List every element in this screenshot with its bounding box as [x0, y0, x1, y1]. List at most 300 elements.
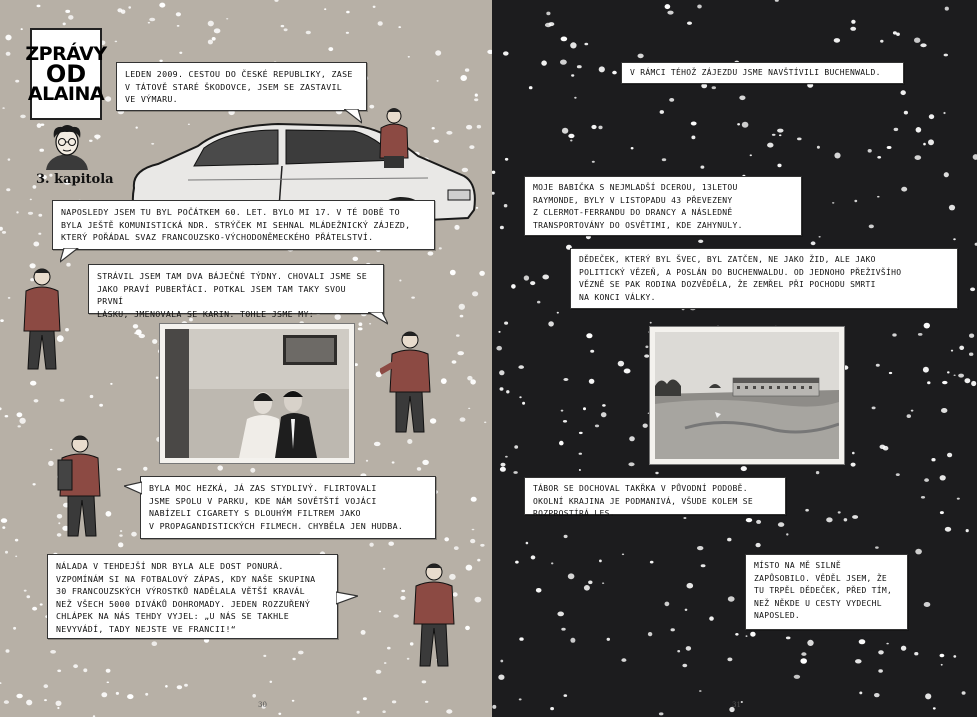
snowflake [134, 332, 136, 334]
snowflake [850, 27, 856, 31]
snowflake [56, 701, 62, 706]
snowflake [786, 637, 791, 640]
snowflake [460, 75, 467, 81]
snowflake [907, 414, 911, 418]
snowflake [579, 453, 582, 455]
snowflake [659, 712, 664, 715]
snowflake [942, 381, 947, 384]
snowflake [470, 539, 475, 543]
snowflake [904, 111, 908, 115]
snowflake [545, 23, 552, 27]
snowflake [925, 693, 931, 699]
snowflake [357, 711, 360, 714]
snowflake [727, 538, 731, 542]
snowflake [563, 378, 568, 381]
snowflake [435, 50, 441, 55]
snowflake [217, 465, 223, 470]
snowflake [145, 693, 148, 696]
snowflake [446, 709, 452, 713]
snowflake [969, 334, 974, 338]
snowflake [400, 596, 405, 600]
snowflake [914, 652, 918, 655]
snowflake [929, 114, 934, 119]
snowflake [519, 637, 523, 640]
snowflake [437, 80, 439, 81]
snowflake [393, 614, 398, 617]
snowflake [894, 128, 899, 131]
snowflake [127, 694, 133, 699]
snowflake [177, 25, 180, 27]
snowflake [883, 446, 889, 451]
snowflake [369, 543, 373, 547]
snowflake [422, 460, 429, 465]
snowflake [106, 669, 111, 673]
snowflake [44, 699, 47, 701]
snowflake [877, 156, 881, 159]
snowflake [742, 122, 749, 128]
snowflake [526, 542, 529, 545]
snowflake [379, 611, 381, 613]
snowflake [73, 664, 78, 668]
caption-box-8: DĚDEČEK, KTERÝ BYL ŠVEC, BYL ZATČEN, NE JAKO ŽID, ALE JAKO POLITICKÝ VĚZEŇ, A POSLÁN DO BUCHENWALDU. OD JEDNOHO PŘEŽIVŠÍHO VĚZNĚ SE PAK RODINA DOZVĚDĚLA, ŽE ZEMŘEL PŘI POCHODU SMRTI NA KONCI VÁLKY. [570, 248, 958, 309]
snowflake [479, 271, 485, 276]
snowflake [941, 408, 947, 413]
snowflake [477, 559, 480, 562]
snowflake [83, 668, 87, 672]
snowflake [355, 363, 358, 366]
snowflake [878, 669, 883, 672]
snowflake [750, 632, 755, 637]
snowflake [306, 31, 311, 34]
snowflake [398, 26, 401, 28]
snowflake [859, 639, 866, 644]
snowflake [505, 158, 508, 161]
snowflake [778, 522, 784, 527]
snowflake [536, 588, 542, 593]
snowflake [2, 526, 5, 529]
snowflake [115, 41, 118, 43]
caption-box-2: NAPOSLEDY JSEM TU BYL POČÁTKEM 60. LET. BYLO MI 17. V TÉ DOBĚ TO BYLA JEŠTĚ KOMUNISTICKÁ NDR. STRÝČEK MI SEHNAL MLÁDEŽNICKÝ ZÁJEZD, KTERÝ POŘÁDAL SVAZ FRANCOUZSKO-VÝCHODONĚMECKÉHO PŘÁTELSTVÍ. [52, 200, 435, 250]
snowflake [471, 497, 477, 502]
snowflake [143, 467, 147, 471]
snowflake [599, 560, 602, 563]
title-line-2: OD [45, 59, 87, 88]
snowflake [958, 374, 964, 378]
snowflake [602, 583, 604, 584]
snowflake [250, 468, 255, 473]
snowflake [886, 643, 888, 645]
snowflake [940, 654, 945, 658]
snowflake [0, 227, 3, 231]
snowflake [550, 707, 554, 710]
title-line-1: ZPRÁVY [25, 42, 107, 65]
caption-tail [344, 109, 362, 125]
comic-title-logo [25, 28, 107, 120]
snowflake [500, 660, 503, 663]
snowflake [561, 628, 565, 631]
snowflake [662, 158, 666, 161]
caption-box-6: V RÁMCI TÉHOŽ ZÁJEZDU JSME NAVŠTÍVILI BUCHENWALD. [621, 62, 904, 84]
snowflake [683, 517, 686, 519]
snowflake [591, 125, 596, 129]
snowflake [518, 365, 524, 369]
snowflake [0, 407, 2, 410]
snowflake [226, 18, 228, 19]
snowflake [444, 537, 449, 541]
snowflake [851, 20, 855, 24]
caption-tail [336, 590, 358, 606]
snowflake [947, 453, 952, 458]
snowflake [650, 561, 654, 564]
snowflake [901, 90, 906, 95]
snowflake [669, 98, 674, 102]
snowflake [607, 638, 610, 641]
snowflake [27, 595, 31, 598]
buchenwald-photo [649, 326, 845, 465]
snowflake [19, 418, 25, 424]
snowflake [887, 146, 892, 149]
snowflake [579, 432, 583, 434]
snowflake [923, 143, 926, 146]
snowflake [559, 441, 564, 446]
snowflake [452, 360, 457, 364]
snowflake [645, 346, 648, 349]
snowflake [826, 517, 832, 522]
snowflake [176, 12, 181, 16]
snowflake [101, 692, 107, 697]
snowflake [779, 134, 782, 136]
snowflake [411, 297, 415, 299]
snowflake [407, 439, 412, 444]
snowflake [739, 96, 745, 101]
snowflake [90, 395, 94, 398]
snowflake [709, 616, 714, 620]
snowflake [918, 333, 923, 336]
snowflake [159, 3, 165, 8]
snowflake [568, 573, 575, 579]
snowflake [571, 74, 574, 76]
snowflake [468, 408, 470, 409]
snowflake [965, 378, 971, 383]
snowflake [548, 321, 554, 326]
snowflake [685, 609, 688, 611]
caption-box-7: MOJE BABIČKA S NEJMLADŠÍ DCEROU, 13LETOU RAYMONDE, BYLY V LISTOPADU 43 PŘEVEZENY Z CLERMOT-FERRANDU DO DRANCY A NÁSLEDNĚ TRANSPORTOVÁNY DO OSVĚTIMI, KDE ZAHYNULY. [524, 176, 802, 236]
snowflake [358, 327, 363, 330]
snowflake [484, 422, 486, 424]
snowflake [817, 146, 820, 149]
snowflake [638, 54, 644, 59]
snowflake [687, 22, 692, 25]
snowflake [878, 650, 884, 654]
right-page [492, 0, 977, 717]
snowflake [602, 404, 606, 407]
snowflake [498, 675, 504, 680]
snowflake [924, 478, 929, 482]
snowflake [655, 472, 658, 474]
snowflake [737, 123, 740, 125]
snowflake [893, 31, 897, 34]
snowflake [592, 161, 595, 163]
snowflake [624, 369, 631, 374]
snowflake [504, 322, 508, 325]
snowflake [874, 693, 880, 697]
snowflake [353, 257, 359, 261]
walking-man-figure-1 [20, 265, 70, 375]
snowflake [756, 543, 761, 547]
snowflake [546, 12, 550, 16]
snowflake [686, 646, 691, 651]
snowflake [149, 18, 155, 22]
snowflake [561, 37, 568, 42]
snowflake [20, 115, 26, 119]
snowflake [499, 370, 504, 375]
snowflake [875, 546, 879, 548]
snowflake [712, 86, 716, 89]
snowflake [0, 319, 4, 322]
snowflake [2, 231, 6, 234]
snowflake [954, 375, 956, 376]
snowflake [962, 691, 966, 695]
snowflake [701, 166, 705, 169]
snowflake [805, 509, 809, 512]
snowflake [728, 596, 735, 601]
title-line-3: ALAINA [27, 83, 105, 106]
caption-tail [368, 312, 388, 326]
snowflake [44, 684, 49, 688]
snowflake [892, 333, 896, 336]
snowflake [401, 590, 405, 592]
snowflake [816, 471, 819, 474]
snowflake [392, 461, 395, 463]
caption-tail [60, 248, 80, 264]
snowflake [366, 460, 368, 462]
snowflake [775, 0, 779, 2]
snowflake [6, 52, 11, 56]
snowflake [915, 155, 922, 160]
walking-man-figure-4 [408, 560, 460, 670]
snowflake [699, 690, 702, 692]
snowflake [4, 700, 9, 704]
snowflake [671, 628, 675, 631]
snowflake [920, 43, 926, 47]
snowflake [590, 350, 594, 353]
snowflake [369, 105, 374, 109]
snowflake [584, 43, 588, 46]
snowflake [746, 635, 748, 637]
snowflake [65, 10, 70, 13]
snowflake [492, 192, 495, 195]
snowflake [214, 28, 221, 33]
snowflake [152, 339, 157, 344]
snowflake [117, 468, 121, 471]
snowflake [618, 361, 624, 367]
snowflake [472, 291, 478, 296]
snowflake [148, 22, 150, 24]
snowflake [6, 188, 10, 191]
snowflake [667, 11, 673, 15]
snowflake [513, 471, 517, 474]
snowflake [5, 35, 11, 41]
snowflake [57, 670, 61, 673]
caption-box-3: STRÁVIL JSEM TAM DVA BÁJEČNÉ TÝDNY. CHOVALI JSME SE JAKO PRAVÍ PUBERŤÁCI. POTKAL JSEM TAM TAKY SVOU PRVNÍ LÁSKU, JMENOVALA SE KARIN. TOHLE JSME MY: [88, 264, 384, 314]
snowflake [583, 407, 586, 410]
snowflake [292, 658, 295, 660]
snowflake [57, 707, 59, 709]
snowflake [772, 134, 776, 136]
snowflake [15, 539, 18, 542]
snowflake [498, 331, 500, 333]
snowflake [33, 242, 39, 247]
snowflake [933, 707, 936, 709]
snowflake [208, 40, 213, 45]
snowflake [777, 164, 781, 168]
snowflake [677, 650, 680, 652]
snowflake [947, 371, 950, 373]
snowflake [915, 549, 922, 555]
snowflake [110, 383, 112, 385]
snowflake [953, 655, 956, 658]
snowflake [50, 650, 56, 654]
snowflake [563, 420, 567, 423]
snowflake [63, 23, 66, 26]
snowflake [34, 399, 39, 402]
snowflake [643, 424, 648, 428]
snowflake [530, 281, 535, 285]
snowflake [425, 701, 428, 703]
snowflake [698, 240, 703, 243]
snowflake [506, 390, 509, 393]
snowflake [8, 158, 11, 160]
snowflake [346, 32, 349, 34]
snowflake [851, 463, 856, 467]
snowflake [13, 627, 16, 630]
snowflake [24, 590, 27, 592]
snowflake [32, 607, 37, 611]
snowflake [564, 535, 568, 538]
snowflake [522, 402, 525, 405]
snowflake [931, 458, 935, 461]
snowflake [786, 533, 788, 535]
snowflake [8, 297, 11, 299]
snowflake [868, 149, 872, 153]
snowflake [292, 700, 295, 702]
snowflake [577, 65, 582, 68]
snowflake [542, 275, 549, 280]
caption-box-4: BYLA MOC HEZKÁ, JÁ ZAS STYDLIVÝ. FLIRTOVALI JSME SPOLU V PARKU, KDE NÁM SOVĚTŠTÍ VOJÁCI NABÍZELI CIGARETY S DLOUHÝM FILTREM JAKO V PROPAGANDISTICKÝCH FILMECH. CHYBĚLA JEN HUDBA. [140, 476, 436, 539]
snowflake [459, 304, 465, 310]
snowflake [570, 638, 575, 643]
snowflake [924, 323, 930, 329]
snowflake [465, 68, 469, 71]
snowflake [564, 694, 568, 697]
snowflake [631, 147, 634, 149]
snowflake [441, 378, 447, 384]
snowflake [682, 664, 687, 668]
snowflake [584, 585, 590, 591]
snowflake [579, 469, 581, 471]
snowflake [28, 212, 33, 215]
snowflake [557, 612, 564, 617]
snowflake [800, 658, 807, 664]
snowflake [746, 518, 752, 522]
snowflake [120, 530, 122, 532]
snowflake [16, 694, 22, 699]
snowflake [901, 187, 907, 192]
snowflake [38, 214, 42, 217]
snowflake [60, 399, 65, 402]
snowflake [40, 603, 43, 605]
snowflake [832, 202, 834, 203]
snowflake [767, 143, 773, 148]
snowflake [599, 66, 605, 72]
snowflake [177, 685, 182, 689]
snowflake [475, 94, 478, 97]
snowflake [687, 583, 694, 589]
snowflake [570, 140, 572, 142]
walking-man-figure-2 [380, 328, 438, 438]
snowflake [741, 466, 747, 471]
snowflake [940, 475, 946, 480]
snowflake [945, 7, 949, 11]
snowflake [957, 498, 960, 500]
snowflake [212, 37, 216, 41]
snowflake [328, 47, 333, 51]
snowflake [131, 532, 137, 537]
snowflake [589, 379, 595, 384]
snowflake [0, 682, 2, 684]
snowflake [387, 647, 391, 650]
snowflake [859, 692, 862, 695]
snowflake [18, 425, 21, 427]
snowflake [531, 555, 536, 559]
snowflake [944, 172, 949, 177]
snowflake [324, 8, 326, 10]
snowflake [105, 96, 111, 101]
snowflake [474, 98, 478, 101]
snowflake [118, 542, 123, 547]
snowflake [68, 15, 73, 20]
snowflake [450, 270, 456, 276]
snowflake [472, 529, 475, 531]
snowflake [966, 529, 969, 532]
snowflake [914, 38, 920, 43]
snowflake [504, 204, 508, 207]
snowflake [519, 698, 522, 700]
snowflake [973, 154, 977, 160]
snowflake [263, 655, 266, 657]
snowflake [278, 713, 281, 715]
snowflake [665, 602, 670, 607]
snowflake [252, 694, 256, 698]
snowflake [697, 546, 703, 550]
snowflake [601, 412, 607, 417]
snowflake [588, 581, 592, 585]
snowflake [500, 467, 506, 472]
snowflake [650, 322, 652, 324]
snowflake [916, 127, 922, 133]
snowflake [361, 630, 366, 635]
snowflake [970, 288, 975, 292]
snowflake [896, 473, 900, 476]
snowflake [811, 241, 816, 245]
snowflake [465, 626, 470, 630]
snowflake [574, 97, 576, 99]
snowflake [17, 412, 23, 417]
snowflake [505, 456, 508, 458]
snowflake [119, 534, 122, 536]
snowflake [838, 511, 841, 513]
snowflake [156, 377, 159, 379]
